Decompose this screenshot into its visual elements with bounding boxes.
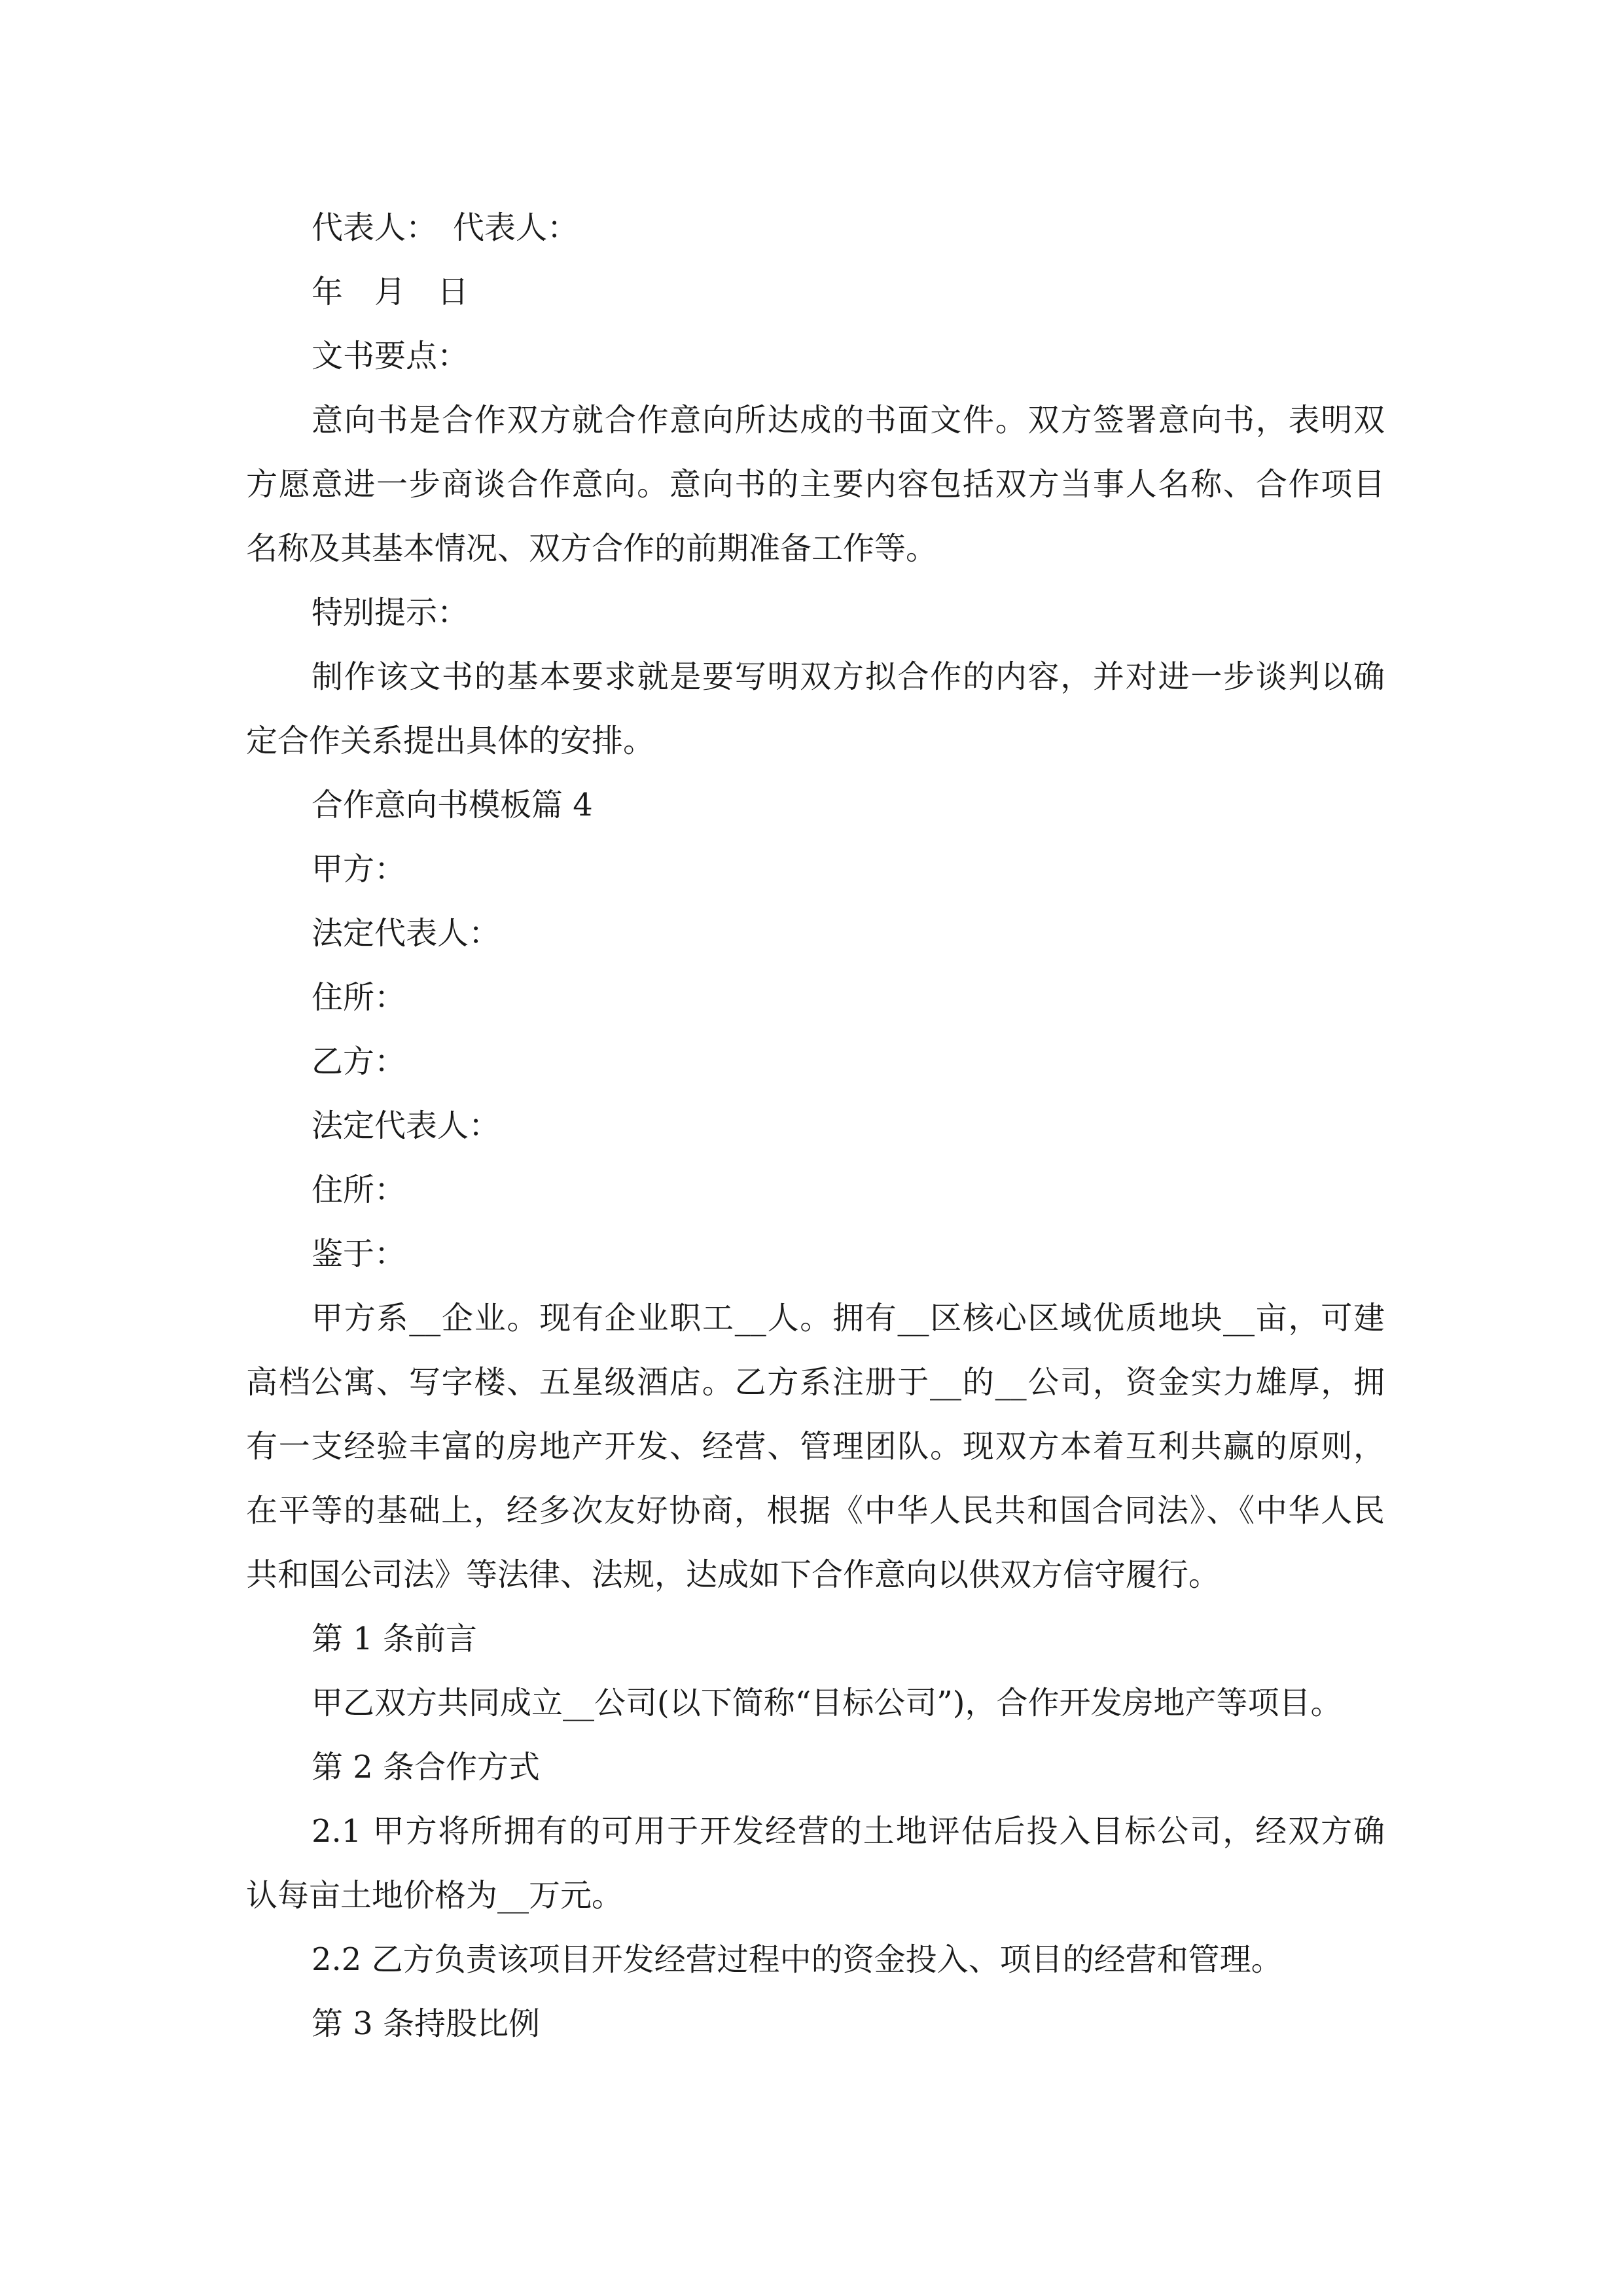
paragraph-line: 甲方系__企业。现有企业职工__人。拥有__区核心区域优质地块__亩，可建	[312, 1300, 1385, 1336]
paragraph-line: 定合作关系提出具体的安排。	[246, 723, 655, 759]
paragraph-line: 有一支经验丰富的房地产开发、经营、管理团队。现双方本着互利共赢的原则，	[246, 1428, 1385, 1465]
paragraph-line: 意向书是合作双方就合作意向所达成的书面文件。双方签署意向书，表明双	[312, 402, 1385, 439]
paragraph-line: 制作该文书的基本要求就是要写明双方拟合作的内容，并对进一步谈判以确	[312, 658, 1385, 695]
date-line: 年 月 日	[312, 274, 469, 310]
paragraph-line: 共和国公司法》等法律、法规，达成如下合作意向以供双方信守履行。	[246, 1556, 1221, 1593]
paragraph-line: 2.2 乙方负责该项目开发经营过程中的资金投入、项目的经营和管理。	[312, 1941, 1283, 1978]
article-1-heading: 第 1 条前言	[312, 1621, 478, 1657]
party-a-address: 住所：	[312, 979, 406, 1016]
paragraph-line: 2.1 甲方将所拥有的可用于开发经营的土地评估后投入目标公司，经双方确	[312, 1813, 1385, 1850]
template-title: 合作意向书模板篇 4	[312, 787, 593, 823]
paragraph-line: 名称及其基本情况、双方合作的前期准备工作等。	[246, 530, 938, 567]
section-heading-special-notice: 特别提示：	[312, 594, 469, 631]
paragraph-line: 高档公寓、写字楼、五星级酒店。乙方系注册于__的__公司，资金实力雄厚，拥	[246, 1364, 1385, 1401]
party-b-address: 住所：	[312, 1172, 406, 1208]
article-3-heading: 第 3 条持股比例	[312, 2005, 541, 2042]
party-b-label: 乙方：	[312, 1043, 406, 1080]
paragraph-line: 在平等的基础上，经多次友好协商，根据《中华人民共和国合同法》、《中华人民	[246, 1492, 1385, 1529]
signature-representatives-line: 代表人： 代表人：	[312, 209, 579, 246]
whereas-label: 鉴于：	[312, 1236, 406, 1272]
paragraph-line: 认每亩土地价格为__万元。	[246, 1877, 624, 1914]
article-2-heading: 第 2 条合作方式	[312, 1749, 541, 1785]
party-a-label: 甲方：	[312, 851, 406, 888]
paragraph-line: 甲乙双方共同成立__公司(以下简称“目标公司”)，合作开发房地产等项目。	[312, 1685, 1342, 1721]
party-a-legal-representative: 法定代表人：	[312, 915, 501, 952]
party-b-legal-representative: 法定代表人：	[312, 1107, 501, 1144]
paragraph-line: 方愿意进一步商谈合作意向。意向书的主要内容包括双方当事人名称、合作项目	[246, 466, 1385, 503]
section-heading-key-points: 文书要点：	[312, 338, 469, 374]
